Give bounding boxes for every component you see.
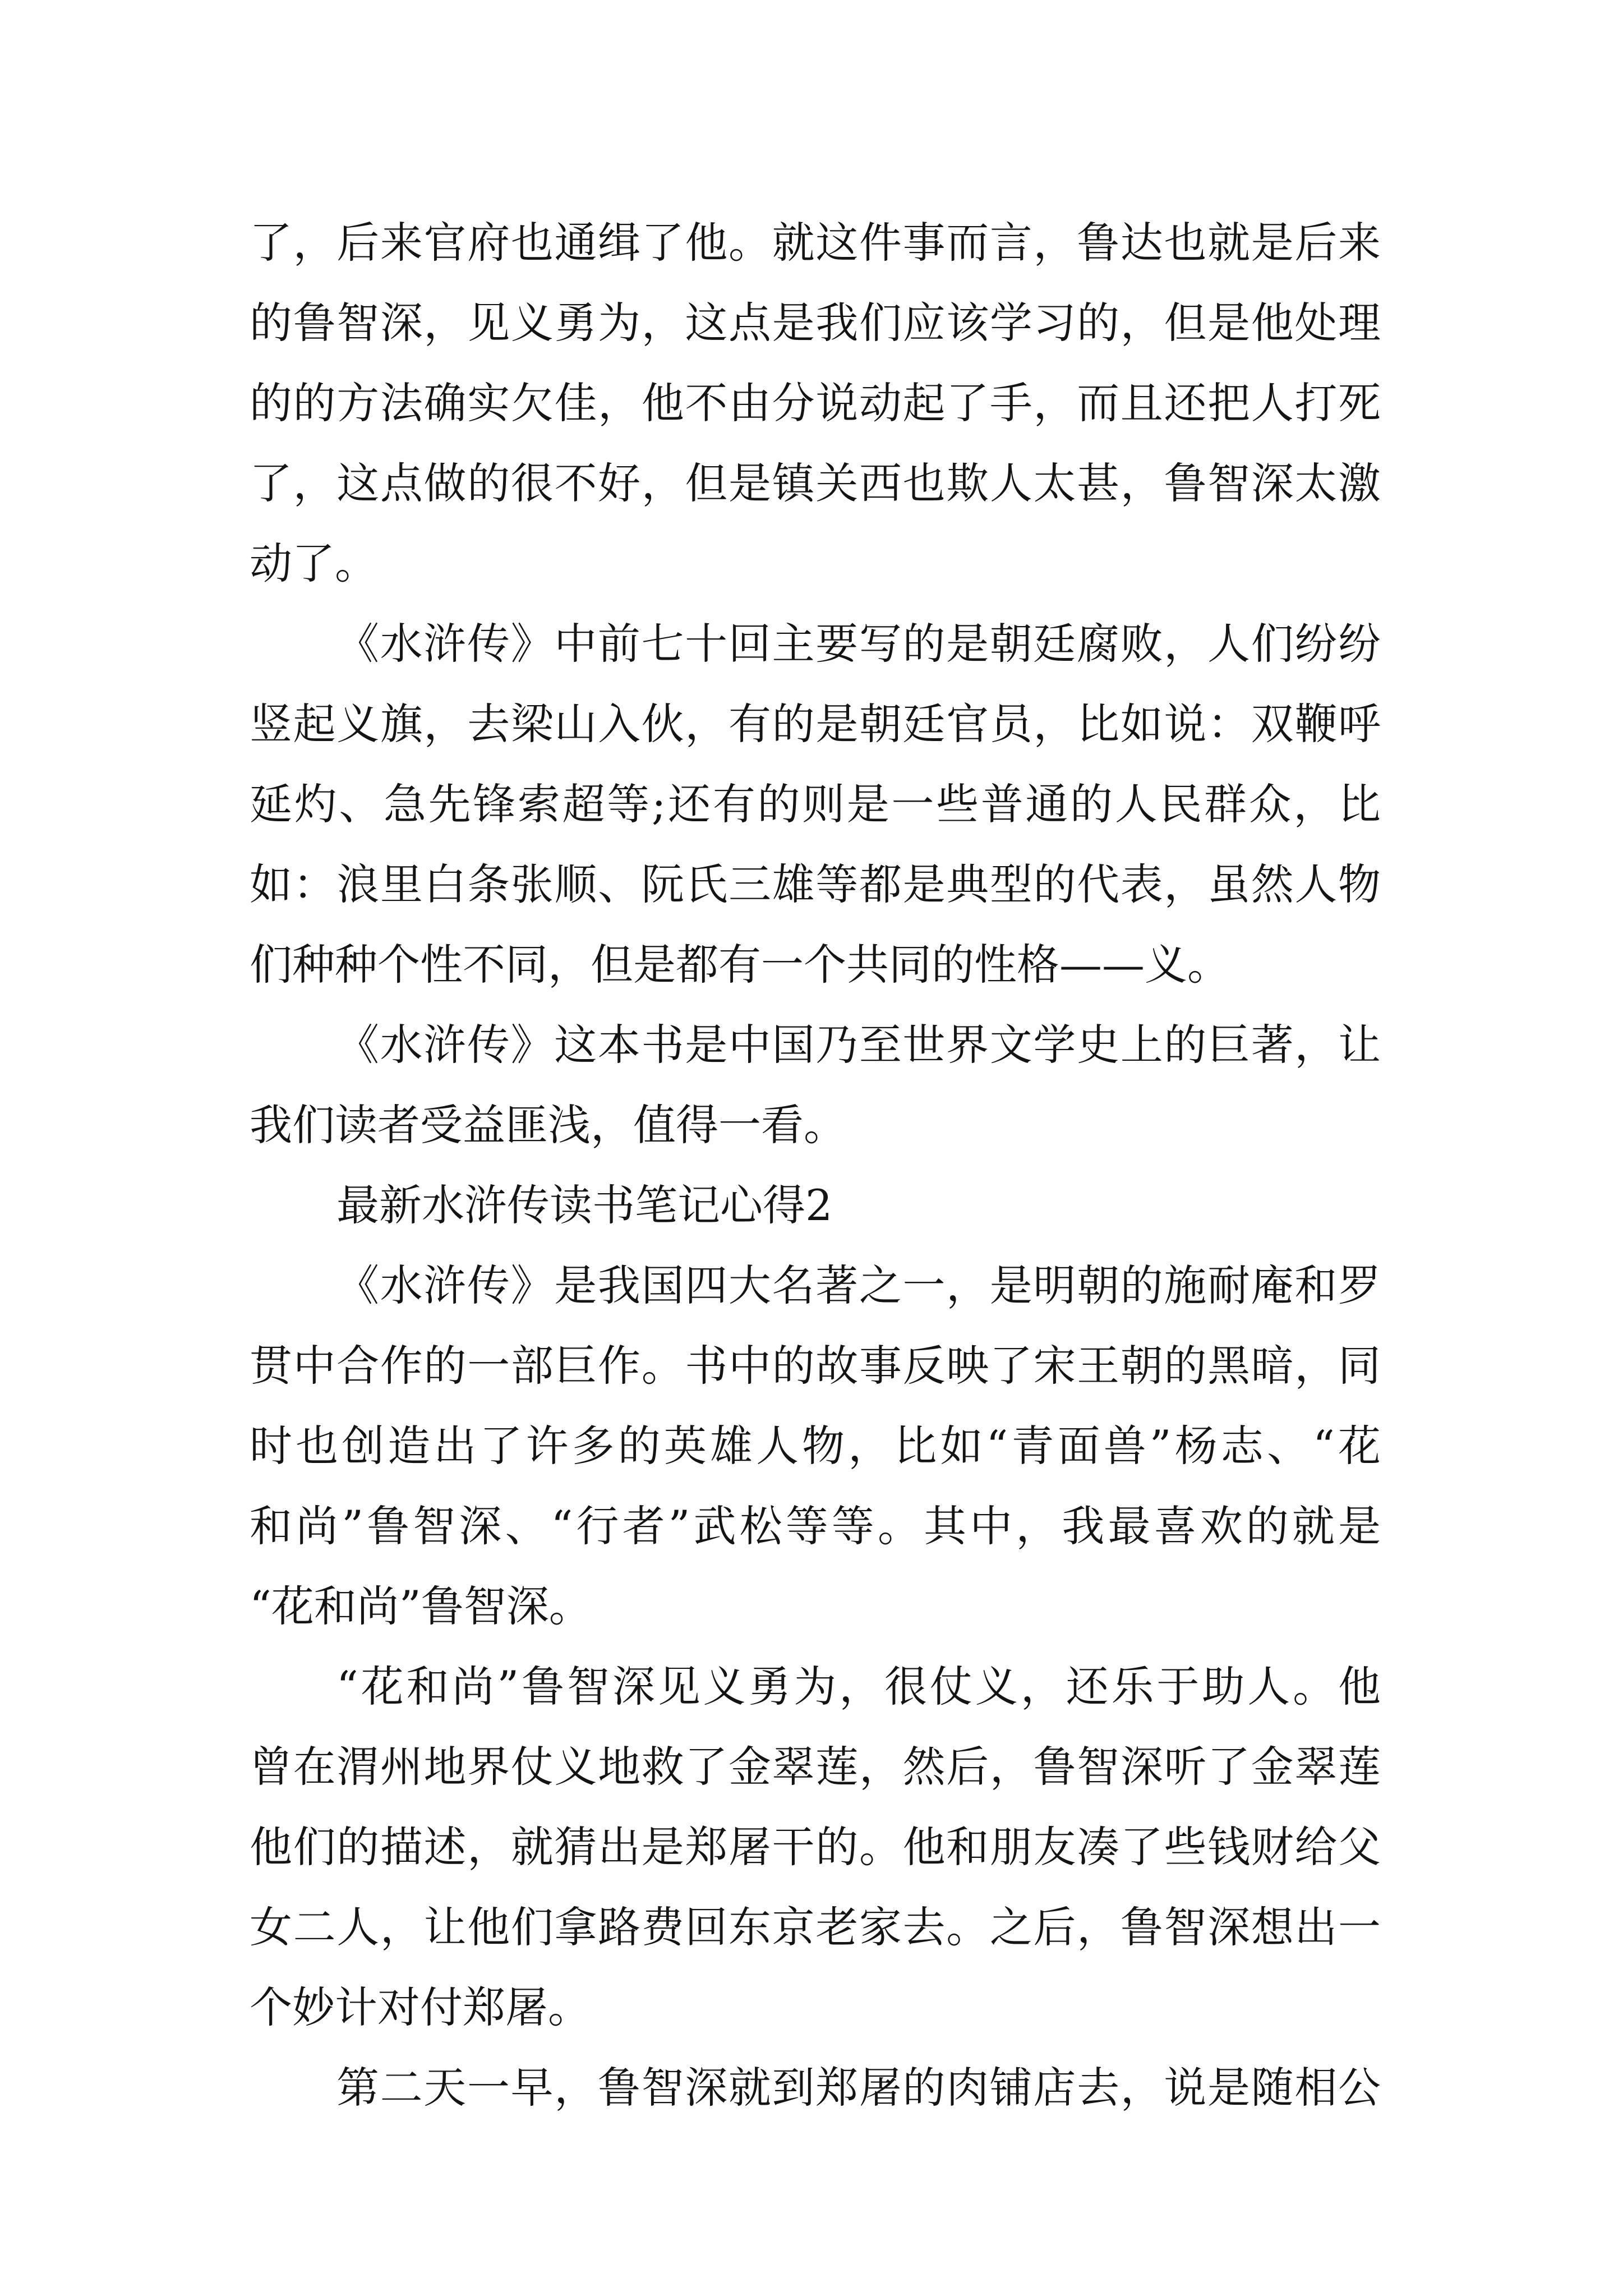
text-line: 个妙计对付郑屠。 [250,1982,591,2032]
text-line: 第二天一早，鲁智深就到郑屠的肉铺店去，说是随相公 [336,2063,1381,2113]
text-line: 我们读者受益匪浅，值得一看。 [250,1100,846,1150]
text-line: 竖起义旗，去梁山入伙，有的是朝廷官员，比如说：双鞭呼 [250,699,1381,749]
document-body [250,203,1381,2128]
text-line: 女二人，让他们拿路费回东京老家去。之后，鲁智深想出一 [250,1902,1381,1952]
section-heading: 最新水浒传读书笔记心得2 [336,1180,833,1230]
text-line: 《水浒传》这本书是中国乃至世界文学史上的巨著，让 [336,1020,1381,1070]
text-line: 曾在渭州地界仗义地救了金翠莲，然后，鲁智深听了金翠莲 [250,1742,1381,1792]
text-line: 了，后来官府也通缉了他。就这件事而言，鲁达也就是后来 [250,218,1381,268]
paragraph [250,604,1381,1005]
text-line: 动了。 [250,539,377,588]
text-line: 延灼、急先锋索超等;还有的则是一些普通的人民群众，比 [250,779,1381,829]
text-line: “花和尚”鲁智深见义勇为，很仗义，还乐于助人。他 [336,1662,1381,1711]
text-line: 的鲁智深，见义勇为，这点是我们应该学习的，但是他处理 [250,298,1381,348]
section-heading-block [250,1165,1381,1245]
paragraph [250,1245,1381,1646]
paragraph [250,203,1381,604]
paragraph [250,1005,1381,1165]
paragraph [250,2047,1381,2128]
text-line: 《水浒传》是我国四大名著之一，是明朝的施耐庵和罗 [336,1260,1381,1310]
text-line: 的的方法确实欠佳，他不由分说动起了手，而且还把人打死 [250,378,1381,428]
text-line: 了，这点做的很不好，但是镇关西也欺人太甚，鲁智深太激 [250,458,1381,508]
text-line: “花和尚”鲁智深。 [250,1581,592,1631]
text-line: 他们的描述，就猜出是郑屠干的。他和朋友凑了些钱财给父 [250,1822,1381,1872]
paragraph [250,1646,1381,2047]
text-line: 如：浪里白条张顺、阮氏三雄等都是典型的代表，虽然人物 [250,859,1381,909]
text-line: 们种种个性不同，但是都有一个共同的性格——义。 [250,940,1230,990]
text-line: 和尚”鲁智深、“行者”武松等等。其中，我最喜欢的就是 [250,1501,1381,1551]
text-line: 时也创造出了许多的英雄人物，比如“青面兽”杨志、“花 [250,1421,1381,1471]
text-line: 贯中合作的一部巨作。书中的故事反映了宋王朝的黑暗，同 [250,1341,1381,1391]
text-line: 《水浒传》中前七十回主要写的是朝廷腐败，人们纷纷 [336,619,1381,669]
